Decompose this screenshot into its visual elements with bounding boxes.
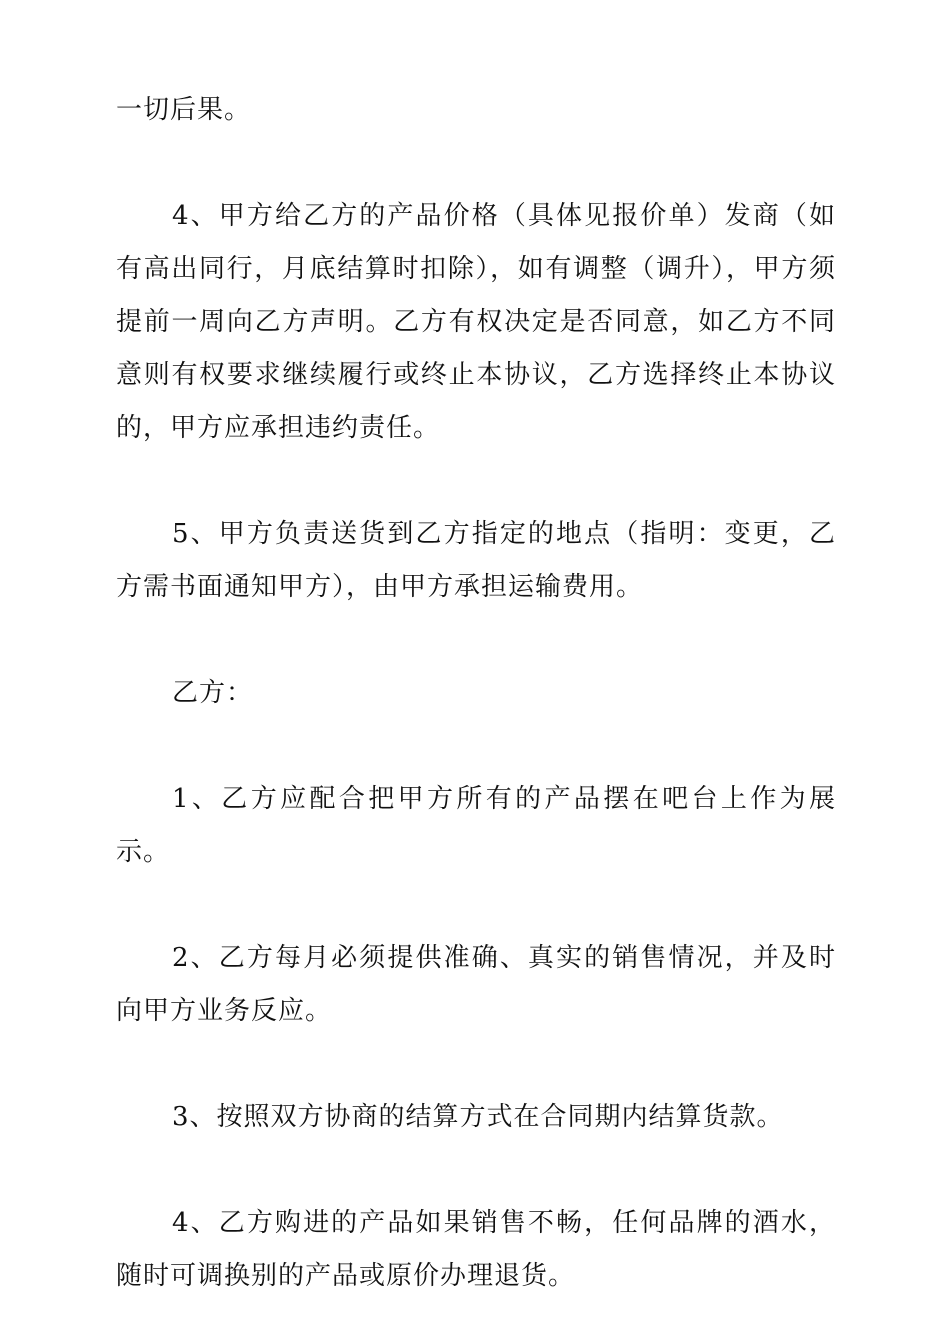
- paragraph-party-b-clause-3: 3、按照双方协商的结算方式在合同期内结算货款。: [172, 1102, 784, 1132]
- paragraph-party-a-clause-5: 5、甲方负责送货到乙方指定的地点（指明：变更，乙方需书面通知甲方），由甲方承担运输费用。: [116, 519, 836, 602]
- document-body: [116, 84, 836, 1303]
- paragraph-party-b-clause-2: 2、乙方每月必须提供准确、真实的销售情况，并及时向甲方业务反应。: [116, 943, 836, 1026]
- section-heading-party-b: 乙方：: [172, 678, 254, 708]
- paragraph-continuation: 一切后果。: [116, 95, 252, 125]
- paragraph-party-a-clause-4: 4、甲方给乙方的产品价格（具体见报价单）发商（如有高出同行，月底结算时扣除），如有调整（调升），甲方须提前一周向乙方声明。乙方有权决定是否同意，如乙方不同意则有权要求继续履行或终止本协议，乙方选择终止本协议的，甲方应承担违约责任。: [116, 201, 836, 443]
- paragraph-party-b-clause-1: 1、乙方应配合把甲方所有的产品摆在吧台上作为展示。: [116, 784, 836, 867]
- paragraph-party-b-clause-4: 4、乙方购进的产品如果销售不畅，任何品牌的酒水，随时可调换别的产品或原价办理退货。: [116, 1208, 836, 1291]
